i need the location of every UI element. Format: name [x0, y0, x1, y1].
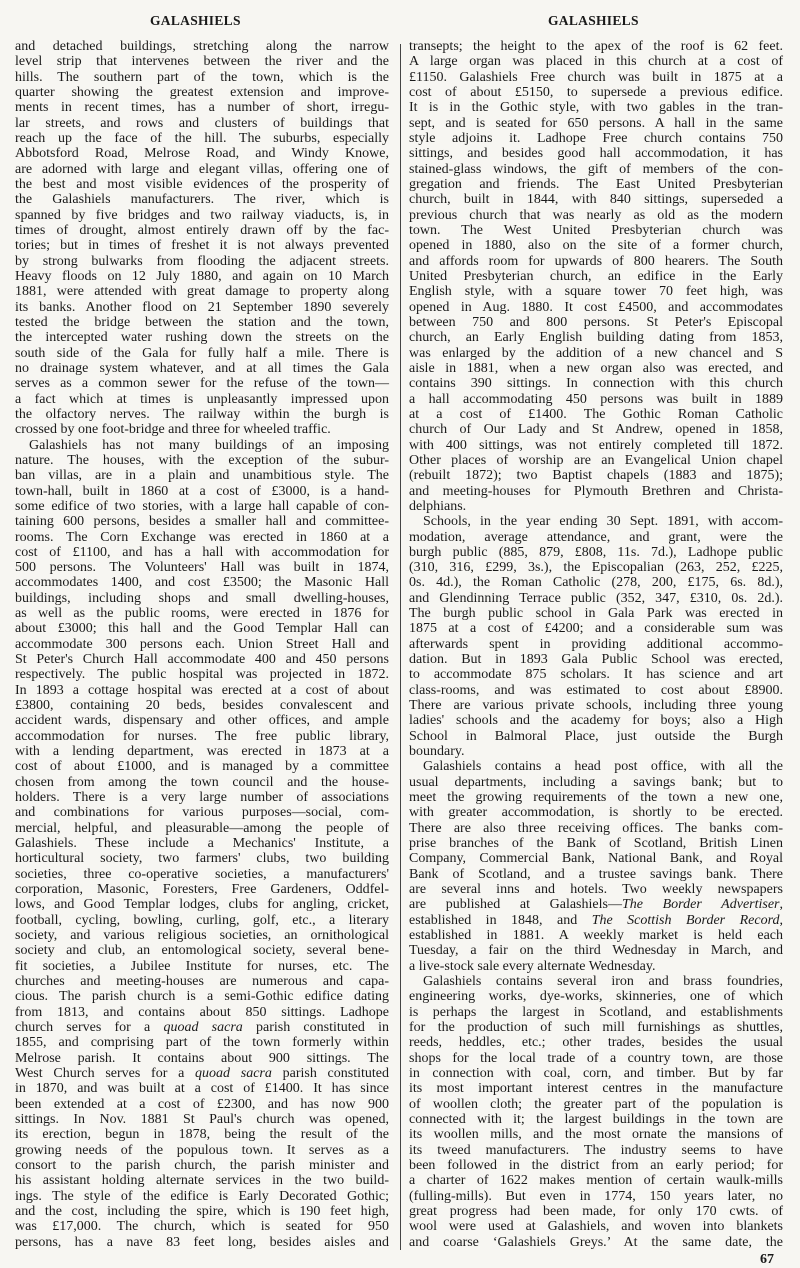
text-line: cost of £1100, and has a hall with accommodation for — [15, 544, 389, 560]
paragraph — [15, 438, 389, 1250]
text-line: stained-glass windows, the gift of members of the con- — [409, 161, 783, 177]
text-line: to accommodate 875 scholars. It has science and art — [409, 667, 783, 683]
text-line: society, and various religious societies, an ornithological — [15, 928, 389, 944]
text-line: crossed by one foot-bridge and three for wheeled traffic. — [15, 422, 331, 438]
text-column-left — [15, 39, 389, 1250]
text-line: horticultural society, two farmers' clubs, two building — [15, 851, 389, 867]
italic-title: The Border Advertiser — [621, 897, 780, 913]
text-line: the olfactory nerves. The railway within the burgh is — [15, 406, 389, 422]
text-line: great progress had been made, for only 170 cwts. of — [409, 1203, 783, 1219]
text-line: cious. The parish church is a semi-Gothic edifice dating — [15, 989, 389, 1005]
text-line: at a cost of £1400. The Gothic Roman Catholic — [409, 406, 783, 422]
text-line: 0s. 4d.), the Roman Catholic (278, 200, £175, 6s. 8d.), — [409, 575, 783, 591]
text-line: and detached buildings, stretching along the narrow — [15, 39, 389, 54]
paragraph — [409, 974, 783, 1250]
text-line: church, built in 1844, with 840 sittings, superseded a — [409, 192, 783, 208]
text-line: ladies' schools and the academy for boys; also a High — [409, 713, 783, 729]
text-line: between 750 and 800 persons. St Peter's Episcopal — [409, 314, 783, 330]
text-line: hills. The southern part of the town, which is the — [15, 69, 389, 85]
text-line: societies, three co-operative societies, a manufacturers' — [15, 866, 389, 882]
text-line: Galashiels. These include a Mechanics' Institute, a — [15, 836, 389, 852]
text-line: its woollen mills, and the most ornate the mansions of — [409, 1127, 783, 1143]
text-line: rooms. The Corn Exchange was erected in 1860 at a — [15, 529, 389, 545]
italic-title: The Scottish Border Record — [591, 912, 780, 928]
text-line: his assistant holding alternate services in the two build- — [15, 1173, 389, 1189]
text-line: School in Balmoral Place, just outside the Burgh — [409, 728, 783, 744]
text-line: engineering works, dye-works, skinneries, one of which — [409, 989, 783, 1005]
text-line: its tweed manufacturers. The industry seems to have — [409, 1142, 783, 1158]
text-line: holders. There is a very large number of associations — [15, 790, 389, 806]
paragraph — [15, 39, 389, 438]
text-line: modation, average attendance, and grant, were the — [409, 529, 783, 545]
text-line: £1150. Galashiels Free church was built in 1875 at a — [409, 69, 783, 85]
text-line: ings. The style of the edifice is Early Decorated Gothic; — [15, 1188, 389, 1204]
text-line: 1855, and comprising part of the town formerly within — [15, 1035, 389, 1051]
text-line: by strong bulwarks from flooding the adjacent streets. — [15, 253, 389, 269]
text-line: its erection, begun in 1878, being the result of the — [15, 1127, 389, 1143]
text-line: was enlarged by the addition of a new chancel and S — [409, 345, 783, 361]
text-line: shops for the local trade of a country town, are those — [409, 1050, 783, 1066]
text-line: the best and most visible evidences of the prosperity of — [15, 176, 389, 192]
text-line: a fact which at times is unpleasantly impressed upon — [15, 391, 389, 407]
text-line: aisle in 1881, when a new organ also was erected, and — [409, 360, 783, 376]
text-line: was £17,000. The church, which is seated for 950 — [15, 1219, 389, 1235]
text-line: (310, 316, £299, 3s.), the Episcopalian (263, 252, £225, — [409, 560, 783, 576]
text-line: reeds, heddles, etc.; other trades, besides the usual — [409, 1035, 783, 1051]
text-line: (fulling-mills). But even in 1774, 150 years later, no — [409, 1188, 783, 1204]
text-line: dation. But in 1893 Gala Public School was erected, — [409, 652, 783, 668]
text-line: Heavy floods on 12 July 1880, and again on 10 March — [15, 268, 389, 284]
italic-title: quoad sacra — [163, 1020, 243, 1035]
text-line: English style, with a square tower 70 feet high, was — [409, 284, 783, 300]
text-segment: parish constituted — [271, 1065, 389, 1081]
text-line: as well as the public rooms, were erected in 1876 for — [15, 606, 389, 622]
text-line: accommodates 1400, and cost £3500; the Masonic Hall — [15, 575, 389, 591]
text-line: lar streets, and rows and clusters of buildings that — [15, 115, 389, 131]
text-line: accident wards, dispensary and other offices, and ample — [15, 713, 389, 729]
text-line: a live-stock sale every alternate Wednesday. — [409, 958, 656, 974]
text-line: tories; but in times of freshet it is not always prevented — [15, 238, 389, 254]
text-line: Galashiels has not many buildings of an imposing — [29, 437, 389, 453]
text-line: gregation and friends. The East United Presbyterian — [409, 176, 783, 192]
text-line — [15, 1066, 389, 1081]
text-line: wool were used at Galashiels, and woven into blankets — [409, 1219, 783, 1235]
text-line: style adjoins it. Ladhope Free church contains 750 — [409, 130, 783, 146]
text-segment: parish constituted in — [242, 1020, 389, 1035]
text-line — [15, 1020, 389, 1035]
text-line: south side of the Gala for fully half a mile. There is — [15, 345, 389, 361]
text-line: consort to the parish church, the parish minister and — [15, 1157, 389, 1173]
text-line: tested the bridge between the station and the town, — [15, 314, 389, 330]
text-line: United Presbyterian church, an edifice in the Early — [409, 268, 783, 284]
text-line: cost of about £1000, and is managed by a committee — [15, 759, 389, 775]
text-line: from 1813, and contains about 850 sittings. Ladhope — [15, 1004, 389, 1020]
text-line: Melrose parish. It contains about 900 sittings. The — [15, 1050, 389, 1066]
text-line: (rebuilt 1872); two Baptist chapels (1883 and 1875); — [409, 468, 783, 484]
text-line: Galashiels contains several iron and brass foundries, — [423, 974, 783, 990]
paragraph — [409, 39, 783, 514]
text-line: opened in 1880, also on the site of a former church, — [409, 238, 783, 254]
text-segment: , — [779, 912, 783, 928]
text-line: of woollen cloth; the greater part of the population is — [409, 1096, 783, 1112]
text-line: lows, and Good Templar lodges, clubs for angling, cricket, — [15, 897, 389, 913]
text-line: are adorned with large and elegant villas, offering one of — [15, 161, 389, 177]
text-line: Schools, in the year ending 30 Sept. 1891, with accom- — [423, 514, 783, 530]
text-line: ban villas, are in a plain and unambitious style. The — [15, 468, 389, 484]
text-line: buildings, including shops and small dwelling-houses, — [15, 590, 389, 606]
text-line: quarter showing the greatest extension and improve- — [15, 84, 389, 100]
text-line: persons, has a nave 83 feet long, besides aisles and — [15, 1234, 389, 1250]
column-divider — [400, 44, 401, 1250]
text-line: 1881, were attended with great damage to property along — [15, 284, 389, 300]
text-line: been followed in the district from an early period; for — [409, 1157, 783, 1173]
text-line: corporation, Masonic, Foresters, Free Gardeners, Oddfel- — [15, 882, 389, 898]
text-line: the intercepted water rushing down the streets on the — [15, 330, 389, 346]
page-number: 67 — [760, 1252, 774, 1267]
text-line: no drainage system whatever, and at all times the Gala — [15, 360, 389, 376]
text-line: afterwards spent in providing additional accommo- — [409, 636, 783, 652]
text-line: church, an Early English building dating from 1853, — [409, 330, 783, 346]
text-line: times of drought, almost entirely drawn off by the fac- — [15, 222, 389, 238]
text-segment: are published at Galashiels— — [409, 897, 622, 913]
text-line: spanned by five bridges and two railway viaducts, is, in — [15, 207, 389, 223]
text-line: The burgh public school in Gala Park was erected in — [409, 606, 783, 622]
text-line: St Peter's Church Hall accommodate 400 and 450 persons — [15, 652, 389, 668]
text-line: established in 1881. A weekly market is held each — [409, 928, 783, 944]
text-line: with 400 sittings, was not entirely completed till 1872. — [409, 437, 783, 453]
text-line: class-rooms, and was estimated to cost about £8900. — [409, 682, 783, 698]
text-line: sittings. In Nov. 1881 St Paul's church was opened, — [15, 1111, 389, 1127]
text-line: a charter of 1622 makes mention of certain waulk-mills — [409, 1173, 783, 1189]
text-line: with greater accommodation, is shortly to be erected. — [409, 805, 783, 821]
text-line: Other places of worship are an Evangelical Union chapel — [409, 452, 783, 468]
text-line: respectively. The public hospital was projected in 1872. — [15, 667, 389, 683]
text-line: some edifice of two stories, with a large hall capable of con- — [15, 498, 389, 514]
text-line: delphians. — [409, 498, 467, 514]
text-segment: established in 1848, and — [409, 912, 592, 928]
text-line: contains 390 sittings. In connection with this church — [409, 376, 783, 392]
text-line: There are various private schools, including three young — [409, 698, 783, 714]
text-line: accommodation for nurses. The free public library, — [15, 728, 389, 744]
text-line: Tuesday, a fair on the third Wednesday in March, and — [409, 943, 783, 959]
text-segment: church serves for a — [15, 1020, 164, 1035]
text-line: in connection with coal, corn, and timber. But by far — [409, 1065, 783, 1081]
text-line: Bank of Scotland, and a trustee savings bank. There — [409, 866, 783, 882]
text-line: growing needs of the populous town. It serves as a — [15, 1142, 389, 1158]
text-line: In 1893 a cottage hospital was erected at a cost of about — [15, 682, 389, 698]
text-line: usual departments, including a savings bank; but to — [409, 774, 783, 790]
text-line: a hall accommodating 450 persons was built in 1889 — [409, 391, 783, 407]
text-line: society and club, an entomological society, several bene- — [15, 943, 389, 959]
text-line: with a lending department, was erected in 1873 at a — [15, 744, 389, 760]
text-line: opened in Aug. 1880. It cost £4500, and accommodates — [409, 299, 783, 315]
text-line: for the production of such mill furnishings as shuttles, — [409, 1020, 783, 1035]
text-line — [409, 913, 783, 928]
text-line: and coarse ‘Galashiels Greys.’ At the same date, the — [409, 1234, 783, 1250]
text-line: 1875 at a cost of £4200; and a considerable sum was — [409, 621, 783, 637]
text-line: accommodate 300 persons each. Union Street Hall and — [15, 636, 389, 652]
text-line: transepts; the height to the apex of the roof is 62 feet. — [409, 39, 783, 54]
text-line: in 1870, and was built at a cost of £1400. It has since — [15, 1081, 389, 1097]
text-line: and meeting-houses for Plymouth Brethren and Christa- — [409, 483, 783, 499]
text-line: ments in recent times, has a number of short, irregu- — [15, 100, 389, 116]
text-line: boundary. — [409, 744, 465, 760]
text-line: Abbotsford Road, Melrose Road, and Windy Knowe, — [15, 146, 389, 162]
text-line: chosen from among the town council and the house- — [15, 774, 389, 790]
text-line: its banks. Another flood on 21 September 1890 severely — [15, 299, 389, 315]
text-line: prise branches of the Bank of Scotland, British Linen — [409, 836, 783, 852]
text-line: A large organ was placed in this church at a cost of — [409, 54, 783, 70]
text-line: sept, and is seated for 650 persons. A hall in the same — [409, 115, 783, 131]
text-line: and Glendinning Terrace public (352, 347, £310, 0s. 2d.). — [409, 590, 783, 606]
text-line: been extended at a cost of £2300, and has now 900 — [15, 1096, 389, 1112]
text-line: and affords room for upwards of 800 hearers. The South — [409, 253, 783, 269]
text-line: level strip that intervenes between the river and the — [15, 54, 389, 70]
text-line: It is in the Gothic style, with two gables in the tran- — [409, 100, 783, 116]
text-line: Company, Commercial Bank, National Bank, and Royal — [409, 851, 783, 867]
text-line: Galashiels contains a head post office, with all the — [423, 759, 783, 775]
text-line: There are also three receiving offices. The banks com- — [409, 820, 783, 836]
text-line: meet the growing requirements of the town a new one, — [409, 790, 783, 806]
text-line: burgh public (885, 879, £808, 11s. 7d.), Ladhope public — [409, 544, 783, 560]
text-line: reach up the face of the hill. The suburbs, especially — [15, 130, 389, 146]
text-line: are several inns and hotels. Two weekly newspapers — [409, 882, 783, 898]
text-line — [409, 897, 783, 912]
text-line: churches and meeting-houses are numerous and capa- — [15, 974, 389, 990]
text-line: its most important interest centres in the manufacture — [409, 1081, 783, 1097]
text-line: football, cycling, bowling, curling, golf, etc., a literary — [15, 912, 389, 928]
text-line: about £3000; this hall and the Good Templar Hall can — [15, 621, 389, 637]
text-line: and combinations for various purposes—social, com- — [15, 805, 389, 821]
text-line: church of Our Lady and St Andrew, opened in 1858, — [409, 422, 783, 438]
text-line: and the cost, including the spire, which is 190 feet high, — [15, 1203, 389, 1219]
text-line: connected with it; the largest buildings in the town are — [409, 1111, 783, 1127]
text-line: serves as a common sewer for the refuse of the town— — [15, 376, 389, 392]
text-line: taining 600 persons, besides a smaller hall and committee- — [15, 514, 389, 530]
text-column-right — [409, 39, 783, 1250]
text-segment: West Church serves for a — [15, 1065, 196, 1081]
text-line: £3800, containing 20 beds, besides convalescent and — [15, 698, 389, 714]
text-line: previous church that was nearly as old as the modern — [409, 207, 783, 223]
text-segment: , — [779, 897, 783, 913]
text-line: mercial, helpful, and pleasurable—among the people of — [15, 820, 389, 836]
text-line: nature. The houses, with the exception of the subur- — [15, 452, 389, 468]
text-line: town. The West United Presbyterian church was — [409, 222, 783, 238]
paragraph — [409, 759, 783, 974]
paragraph — [409, 514, 783, 759]
italic-title: quoad sacra — [195, 1065, 272, 1081]
text-line: is perhaps the largest in Scotland, and establishments — [409, 1004, 783, 1020]
text-line: fit societies, a Jubilee Institute for nurses, etc. The — [15, 958, 389, 974]
running-head-right: GALASHIELS — [548, 13, 639, 28]
text-line: cost of about £5150, to supersede a previous edifice. — [409, 84, 783, 100]
running-head-left: GALASHIELS — [150, 13, 241, 28]
text-line: the Galashiels manufacturers. The river, which is — [15, 192, 389, 208]
text-line: town-hall, built in 1860 at a cost of £3000, is a hand- — [15, 483, 389, 499]
text-line: sittings, and besides good hall accommodation, it has — [409, 146, 783, 162]
text-line: 500 persons. The Volunteers' Hall was built in 1874, — [15, 560, 389, 576]
